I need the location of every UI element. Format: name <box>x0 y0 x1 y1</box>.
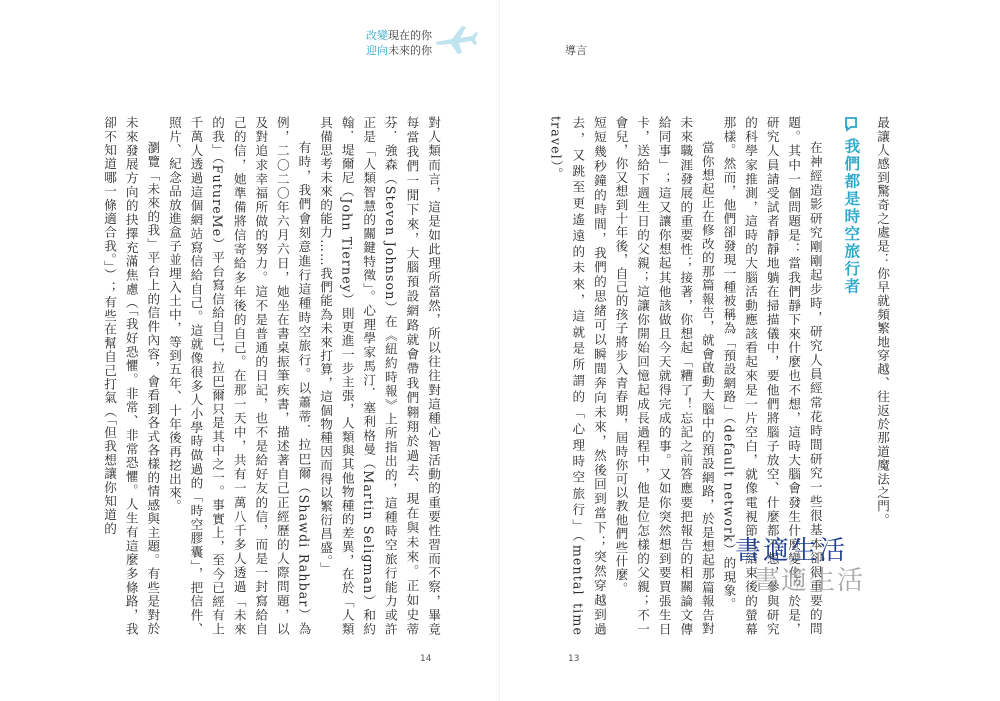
watermark-line-2: 書適生活 <box>753 566 866 596</box>
publisher-watermark <box>735 530 905 600</box>
left-paragraph: 有時，我們會刻意進行這種時空旅行。以蕭蒂．拉巴爾（Shawdi Rahbar）為例，二〇二〇年六月六日，她坐在書桌振筆疾書，描述著自己正經歷的人際問題，以及對追求幸福所做的努力。這不是普通的日記，也不是給好友的信，而是一封寫給自己的信，她準備將信寄給多年後的自己。在那一天中，共有一萬八千多人透過「未來的我」（FutureMe）平台寫信給自己，拉巴爾只是其中之一。事實上，至今已經有上千萬人透過這個網站寫信給自己。這就像很多人小學時做過的「時空膠囊」，把信件、照片、紀念品放進盒子並埋入土中，等到五年、十年後再挖出來。 <box>166 116 312 636</box>
right-paragraph: 在神經造影研究剛剛起步時，研究人員經常花時間研究一些很基本卻很重要的問題。其中一個問題是：當我們靜下來什麼也不想，這時大腦會發生什麼變化？於是，研究人員請受試者靜靜地躺在掃描儀中，要他們將腦子放空、什麼都不想，參與研究的科學家推測，這時的大腦活動應該看起來是一片空白，就像電視節目結束後的螢幕那樣。然而，他們卻發現一種被稱為「預設網路」（default network）的現象。 <box>721 116 823 636</box>
right-paragraph: 短短幾秒鐘的時間，我們的思緒可以瞬間奔向未來，然後回到當下；突然穿越到過去，又跳至更遙遠的未來，這就是所謂的「心理時空旅行」（mental time travel）。 <box>548 116 607 636</box>
left-body-text <box>88 116 444 636</box>
airplane-icon <box>432 20 480 56</box>
series-accent-2: 迎向 <box>366 44 388 57</box>
intro-line: 最讓人感到驚奇之處是：你早就頻繁地穿越、往返於那道魔法之門。 <box>875 116 890 527</box>
left-paragraph: 瀏覽「未來的我」平台上的信件內容，會看到各式各樣的情感與主題。有些是對於未來發展方向的抉擇充滿焦慮（「我好恐懼。非常、非常恐懼。人生有這麼多條路，我卻不知道哪一條適合我。」）；有些在幫自己打氣（「但我想讓你知道的 <box>102 116 161 636</box>
left-paragraph: 對人類而言，這是如此理所當然，所以往往對這種心智活動的重要性習而不察，畢竟每當我們一閒下來，大腦預設網路就會帶我們翱翔於過去、現在與未來。正如史蒂芬．強森（Steven Johnson）在《紐約時報》上所指出的，這種時空旅行能力或許正是「人類智慧的關鍵特徵」。心理學家馬汀．塞利格曼（Martin Seligman）和約翰．堤爾尼（John Tierney）則更進一步主張，人類與其他物種的差異，在於「人類具備思考未來的能力……我們能為未來打算，這個物種因而得以繁衍昌盛。」 <box>318 116 441 636</box>
page-number-right: 13 <box>568 654 580 664</box>
page-number-left: 14 <box>420 654 432 664</box>
series-title <box>366 28 432 58</box>
speech-bubble-icon <box>844 116 858 132</box>
watermark-line-1: 書適生活 <box>735 536 848 566</box>
section-heading-text: 我們都是時空旅行者 <box>842 138 861 296</box>
chapter-title: 導言 <box>565 44 587 57</box>
series-rest-2: 未來的你 <box>388 44 432 57</box>
right-paragraph: 當你想起正在修改的那篇報告，就會啟動大腦中的預設網路，於是想起那篇報告對未來職涯發展的重要性；接著，你想起「糟了！忘記之前答應要把報告的相關論文傳給同事」；這又讓你想起其他該做且今天就得完成的事。又如你突然想到要買張生日卡，送給下週生日的父親；這讓你開始回憶起成長過程中，他是位怎樣的父親；不一會兒，你又想到十年後，自己的孩子將步入青春期，屆時你可以教他們些什麼。 <box>613 116 715 636</box>
series-rest-1: 現在的你 <box>388 29 432 42</box>
series-accent-1: 改變 <box>366 29 388 42</box>
